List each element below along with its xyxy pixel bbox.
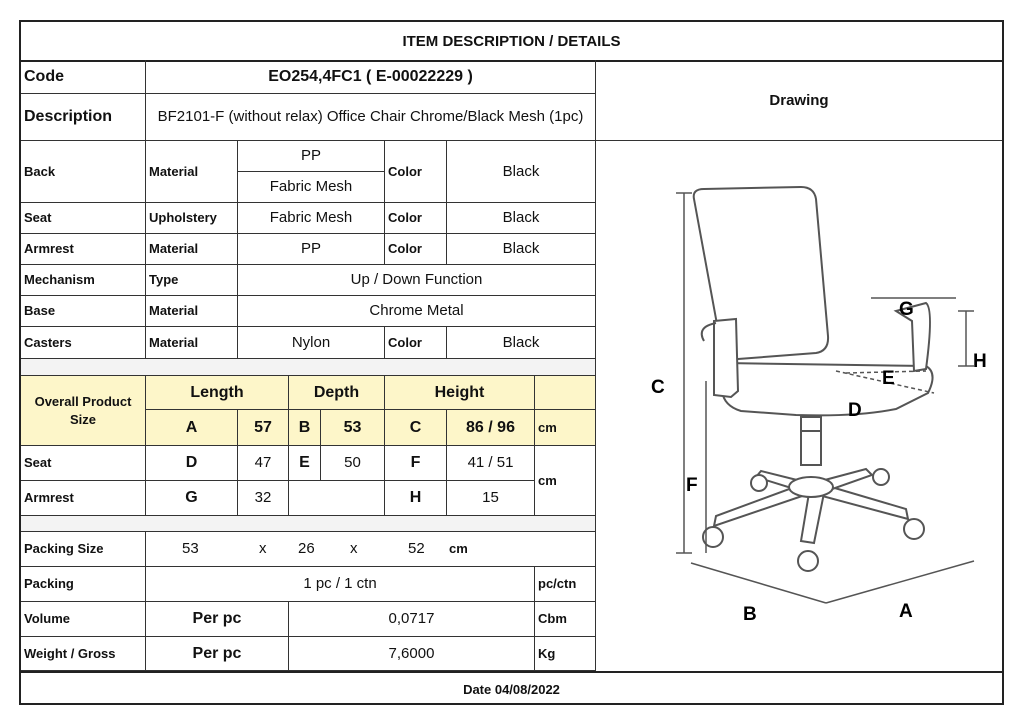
armrest-label: Armrest	[21, 234, 146, 265]
armrest-dims-label: Armrest	[21, 481, 146, 516]
e-label: E	[289, 446, 321, 481]
back-material-2: Fabric Mesh	[238, 172, 385, 203]
height-header: Height	[385, 376, 535, 410]
overall-size-label: Overall Product Size	[21, 376, 146, 446]
d-label: D	[146, 446, 238, 481]
overall-unit: cm	[535, 410, 596, 446]
code-value: EO254,4FC1 ( E-00022229 )	[146, 60, 596, 94]
back-attr: Material	[146, 141, 238, 203]
b-label: B	[289, 410, 321, 446]
packing-x2: x	[350, 540, 358, 557]
packing-value: 1 pc / 1 ctn	[146, 567, 535, 602]
seat-color-label: Color	[385, 203, 447, 234]
casters-color-label: Color	[385, 327, 447, 359]
chair-diagram	[596, 141, 1002, 669]
back-label: Back	[21, 141, 146, 203]
dim-label-h: H	[973, 351, 987, 372]
base-value: Chrome Metal	[238, 296, 596, 327]
spacer-row-2	[21, 516, 596, 532]
dim-label-f: F	[686, 475, 698, 496]
packing-size-label: Packing Size	[21, 532, 146, 567]
packing-unit: pc/ctn	[535, 567, 596, 602]
dim-label-g: G	[899, 299, 914, 320]
mechanism-label: Mechanism	[21, 265, 146, 296]
weight-per: Per pc	[146, 637, 289, 671]
dim-label-a: A	[899, 601, 913, 622]
packing-width: 26	[298, 540, 315, 557]
back-color-label: Color	[385, 141, 447, 203]
packing-size-row	[146, 532, 596, 567]
base-label: Base	[21, 296, 146, 327]
g-value: 32	[238, 481, 289, 516]
armrest-color-label: Color	[385, 234, 447, 265]
armrest-attr: Material	[146, 234, 238, 265]
armrest-color: Black	[447, 234, 596, 265]
packing-label: Packing	[21, 567, 146, 602]
seat-attr: Upholstery	[146, 203, 238, 234]
base-attr: Material	[146, 296, 238, 327]
seat-dims-label: Seat	[21, 446, 146, 481]
volume-unit: Cbm	[535, 602, 596, 637]
casters-attr: Material	[146, 327, 238, 359]
weight-unit: Kg	[535, 637, 596, 671]
dims-unit: cm	[535, 446, 596, 516]
c-label: C	[385, 410, 447, 446]
seat-value: Fabric Mesh	[238, 203, 385, 234]
casters-value: Nylon	[238, 327, 385, 359]
mechanism-value: Up / Down Function	[238, 265, 596, 296]
back-material-1: PP	[238, 141, 385, 172]
volume-label: Volume	[21, 602, 146, 637]
mechanism-attr: Type	[146, 265, 238, 296]
packing-size-unit: cm	[449, 541, 468, 556]
g-label: G	[146, 481, 238, 516]
seat-label: Seat	[21, 203, 146, 234]
casters-color: Black	[447, 327, 596, 359]
description-value: BF2101-F (without relax) Office Chair Chrome/Black Mesh (1pc)	[146, 94, 596, 141]
weight-value: 7,6000	[289, 637, 535, 671]
weight-label: Weight / Gross	[21, 637, 146, 671]
dim-label-b: B	[743, 604, 757, 625]
e-value: 50	[321, 446, 385, 481]
seat-color: Black	[447, 203, 596, 234]
depth-header: Depth	[289, 376, 385, 410]
h-label: H	[385, 481, 447, 516]
f-label: F	[385, 446, 447, 481]
packing-length: 53	[182, 540, 199, 557]
d-value: 47	[238, 446, 289, 481]
description-label: Description	[21, 94, 146, 141]
h-value: 15	[447, 481, 535, 516]
dim-label-d: D	[848, 400, 862, 421]
volume-per: Per pc	[146, 602, 289, 637]
back-color: Black	[447, 141, 596, 203]
spacer-row	[21, 359, 596, 376]
packing-height: 52	[408, 540, 425, 557]
length-header: Length	[146, 376, 289, 410]
volume-value: 0,0717	[289, 602, 535, 637]
packing-x1: x	[259, 540, 267, 557]
chair-drawing	[596, 141, 1002, 669]
date-footer: Date 04/08/2022	[21, 671, 1002, 705]
b-value: 53	[321, 410, 385, 446]
a-value: 57	[238, 410, 289, 446]
a-label: A	[146, 410, 238, 446]
f-value: 41 / 51	[447, 446, 535, 481]
dim-label-c: C	[651, 377, 665, 398]
armrest-blank	[289, 481, 385, 516]
drawing-title: Drawing	[596, 60, 1002, 141]
code-label: Code	[21, 60, 146, 94]
sheet-title: ITEM DESCRIPTION / DETAILS	[21, 22, 1002, 62]
c-value: 86 / 96	[447, 410, 535, 446]
dim-label-e: E	[882, 368, 895, 389]
unit-header-blank	[535, 376, 596, 410]
casters-label: Casters	[21, 327, 146, 359]
spec-sheet	[19, 20, 1004, 705]
armrest-value: PP	[238, 234, 385, 265]
